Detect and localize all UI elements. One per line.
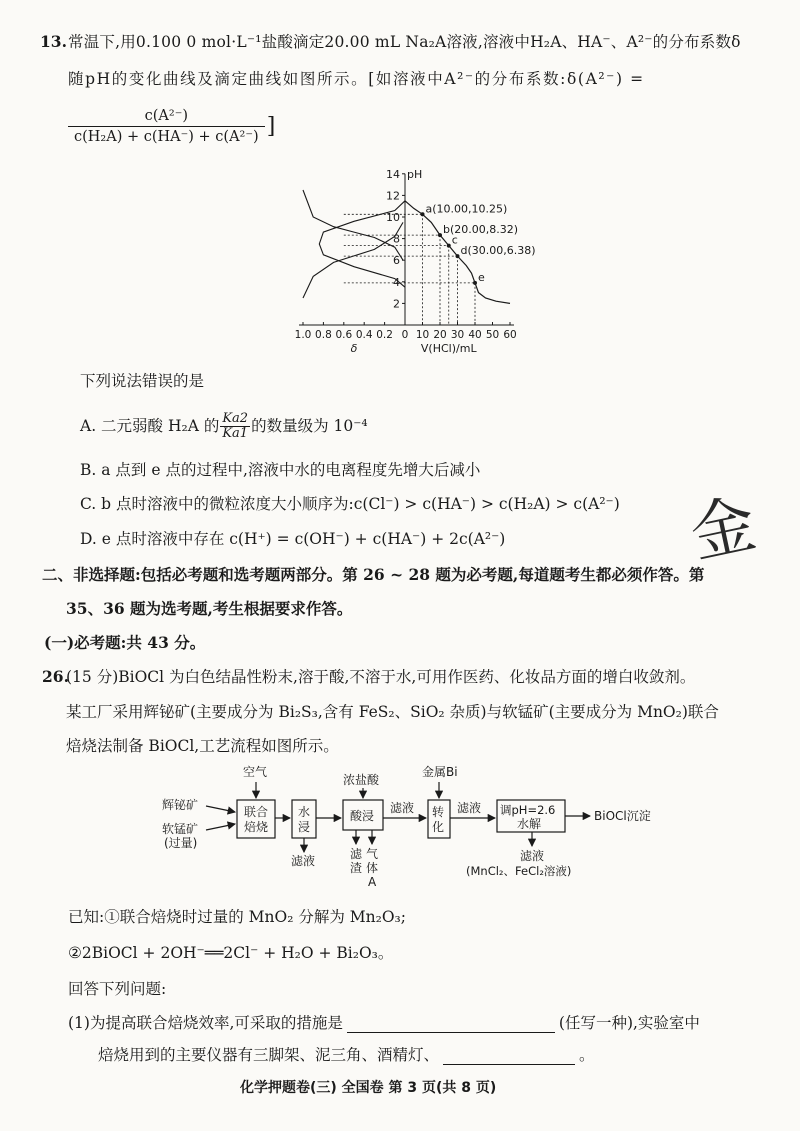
y-tick-label: 10 [386, 211, 400, 224]
option-a-fraction [220, 412, 250, 440]
q1-text-b: (任写一种),实验室中 [558, 1014, 700, 1032]
flow-air: 空气 [243, 765, 268, 779]
q26-answer-prompt: 回答下列问题: [68, 980, 167, 998]
q1-text-c: 焙烧用到的主要仪器有三脚架、泥三角、酒精灯、 [98, 1046, 440, 1064]
flow-out5b: (MnCl₂、FeCl₂溶液) [466, 864, 572, 878]
flow-out3d: 体 [366, 861, 379, 875]
y-tick-label: 8 [393, 232, 400, 246]
flow-box5a: 调pH=2.6 [500, 803, 556, 817]
q13-option-d: D. e 点时溶液中存在 c(H⁺) = c(OH⁻) + c(HA⁻) + 2c(A²⁻) [80, 530, 506, 548]
option-a-post: 的数量级为 10⁻⁴ [251, 416, 368, 435]
x-right-axis-label: V(HCl)/mL [420, 342, 477, 355]
x-right-tick-label: 20 [433, 329, 447, 341]
point-label-e: e [478, 270, 485, 284]
q13-option-c: C. b 点时溶液中的微粒浓度大小顺序为:c(Cl⁻) > c(HA⁻) > c(H₂A) > c(A²⁻) [80, 495, 620, 513]
q1-text-d: 。 [579, 1046, 595, 1064]
flow-out3e: A [368, 875, 377, 889]
flow-bi: 金属Bi [422, 765, 458, 779]
point-e [473, 281, 477, 285]
q26-number: 26. [42, 667, 69, 686]
q26-line1: (15 分)BiOCl 为白色结晶性粉末,溶于酸,不溶于水,可用作医药、化妆品方面的增白收敛剂。 [66, 668, 696, 686]
x-left-tick-label: 0.8 [315, 329, 332, 341]
point-d [456, 254, 460, 258]
q1-answer-blank-2[interactable] [443, 1050, 575, 1065]
point-label-a: a(10.00,10.25) [425, 202, 508, 216]
x-right-tick-label: 10 [415, 329, 430, 341]
y-axis-label: pH [407, 167, 423, 181]
point-c [447, 244, 451, 248]
point-b [438, 233, 442, 237]
x-left-axis-label: δ [350, 342, 358, 355]
flow-out2: 滤液 [291, 854, 316, 868]
q13-fraction [68, 108, 275, 145]
point-label-c: c [451, 233, 458, 247]
q1-answer-blank-1[interactable] [347, 1018, 555, 1033]
flow-box2a: 水 [298, 805, 311, 819]
flow-box3: 酸浸 [350, 809, 375, 823]
flow-in2: 软锰矿 [162, 822, 199, 836]
section2-sub: (一)必考题:共 43 分。 [44, 633, 206, 652]
y-tick-label: 14 [386, 167, 400, 181]
flow-box2b: 浸 [298, 820, 311, 834]
flow-box1b: 焙烧 [244, 820, 269, 834]
q26-q1-line2 [98, 1046, 595, 1065]
q13-option-a [80, 412, 368, 440]
option-a-num: Ka2 [222, 411, 249, 426]
q13-frac-num: c(A²⁻) [144, 108, 189, 124]
q1-text-a: (1)为提高联合焙烧效率,可采取的措施是 [68, 1014, 343, 1032]
option-a-pre: A. 二元弱酸 H₂A 的 [80, 416, 220, 435]
flow-box5b: 水解 [517, 817, 542, 831]
flow-box1a: 联合 [244, 805, 269, 819]
x-right-tick-label: 60 [503, 329, 517, 341]
q13-line1: 常温下,用0.100 0 mol·L⁻¹盐酸滴定20.00 mL Na₂A溶液,溶液中H₂A、HA⁻、A²⁻的分布系数δ [68, 33, 741, 51]
q26-line3: 焙烧法制备 BiOCl,工艺流程如图所示。 [66, 737, 339, 755]
x-right-tick-label: 40 [468, 329, 482, 341]
flow-product: BiOCl沉淀 [594, 809, 651, 823]
q13-frac-close: ] [266, 114, 276, 139]
page-footer: 化学押题卷(三) 全国卷 第 3 页(共 8 页) [240, 1080, 497, 1096]
section2-line2: 35、36 题为选考题,考生根据要求作答。 [66, 599, 353, 618]
flow-box4a: 转 [432, 805, 445, 819]
q26-known1: 已知:①联合焙烧时过量的 MnO₂ 分解为 Mn₂O₃; [68, 908, 406, 926]
q13-line2: 随pH的变化曲线及滴定曲线如图所示。[如溶液中A²⁻的分布系数:δ(A²⁻) = [68, 70, 645, 88]
flow-box4b: 化 [432, 820, 445, 834]
distribution-curve-H2A [303, 222, 403, 298]
q13-prompt: 下列说法错误的是 [80, 372, 205, 390]
q13-option-b: B. a 点到 e 点的过程中,溶液中水的电离程度先增大后减小 [80, 461, 481, 479]
y-tick-label: 4 [393, 275, 400, 289]
flow-in2b: (过量) [164, 836, 198, 850]
x-right-tick-label: 30 [450, 329, 465, 341]
x-right-tick-label: 0 [401, 329, 409, 341]
flow-hcl: 浓盐酸 [343, 773, 380, 787]
q13-number: 13. [40, 32, 67, 51]
point-label-b: b(20.00,8.32) [443, 223, 519, 237]
flow-lbl2: 滤液 [457, 801, 482, 815]
process-flowchart [160, 760, 720, 895]
flow-out3c: 气 [366, 847, 379, 861]
handwritten-watermark: 金 [684, 487, 763, 573]
flow-lbl1: 滤液 [390, 801, 415, 815]
y-tick-label: 12 [386, 189, 400, 203]
flow-out3a: 滤 [350, 847, 363, 861]
flow-out3b: 渣 [350, 861, 363, 875]
q26-q1-line1 [68, 1014, 700, 1033]
y-tick-label: 2 [393, 297, 400, 311]
x-right-tick-label: 50 [485, 329, 500, 341]
x-left-tick-label: 1.0 [294, 329, 312, 341]
x-left-tick-label: 0.2 [376, 329, 393, 341]
q26-line2: 某工厂采用辉铋矿(主要成分为 Bi₂S₃,含有 FeS₂、SiO₂ 杂质)与软锰矿(主要成分为 MnO₂)联合 [66, 703, 719, 721]
point-label-d: d(30.00,6.38) [460, 244, 536, 258]
point-a [421, 212, 425, 216]
y-tick-label: 6 [393, 254, 400, 268]
option-a-den: Ka1 [222, 425, 249, 441]
q13-frac-den: c(H₂A) + c(HA⁻) + c(A²⁻) [68, 126, 265, 145]
ph-chart [290, 160, 540, 360]
section2-line1: 二、非选择题:包括必考题和选考题两部分。第 26 ~ 28 题为必考题,每道题考生都必须作答。第 [42, 565, 705, 584]
flow-in1: 辉铋矿 [162, 798, 199, 812]
x-left-tick-label: 0.4 [355, 329, 373, 341]
flow-out5: 滤液 [520, 849, 545, 863]
q26-known2: ②2BiOCl + 2OH⁻══2Cl⁻ + H₂O + Bi₂O₃。 [68, 944, 394, 962]
x-left-tick-label: 0.6 [335, 329, 353, 341]
